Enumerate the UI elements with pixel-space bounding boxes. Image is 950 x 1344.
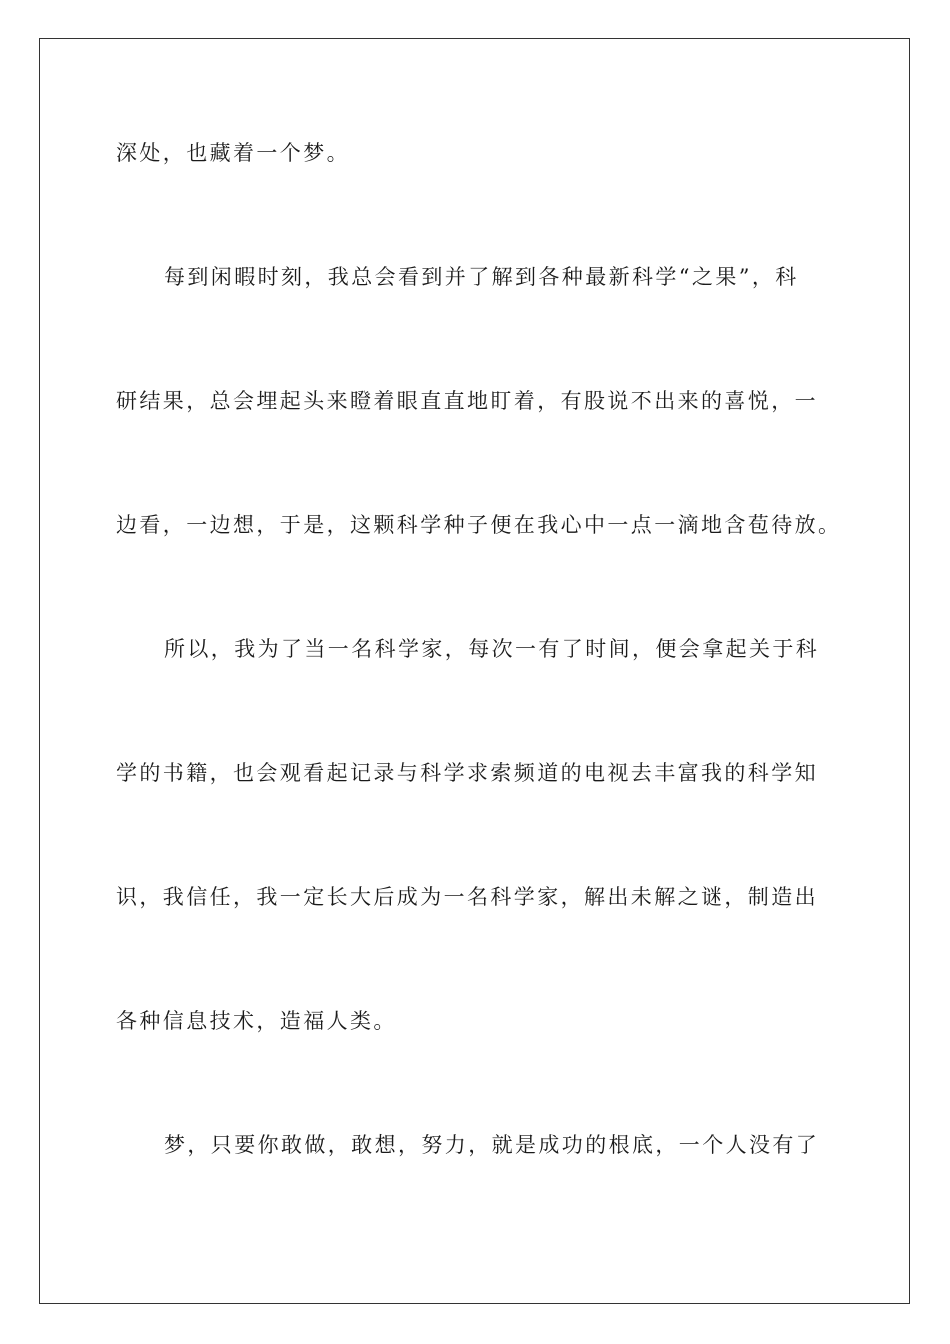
page-border xyxy=(39,38,910,1304)
text-line-9: 梦，只要你敢做，敢想，努力，就是成功的根底，一个人没有了 xyxy=(164,1133,820,1157)
text-line-7: 识，我信任，我一定长大后成为一名科学家，解出未解之谜，制造出 xyxy=(116,885,818,909)
text-line-6: 学的书籍，也会观看起记录与科学求索频道的电视去丰富我的科学知 xyxy=(116,761,818,785)
text-line-4: 边看，一边想，于是，这颗科学种子便在我心中一点一滴地含苞待放。 xyxy=(116,513,842,537)
text-line-5: 所以，我为了当一名科学家，每次一有了时间，便会拿起关于科 xyxy=(164,637,820,661)
text-line-3: 研结果，总会埋起头来瞪着眼直直地盯着，有股说不出来的喜悦，一 xyxy=(116,389,818,413)
text-line-2: 每到闲暇时刻，我总会看到并了解到各种最新科学“之果”，科 xyxy=(164,265,799,289)
text-line-8: 各种信息技术，造福人类。 xyxy=(116,1009,397,1033)
text-line-1: 深处，也藏着一个梦。 xyxy=(116,141,350,165)
